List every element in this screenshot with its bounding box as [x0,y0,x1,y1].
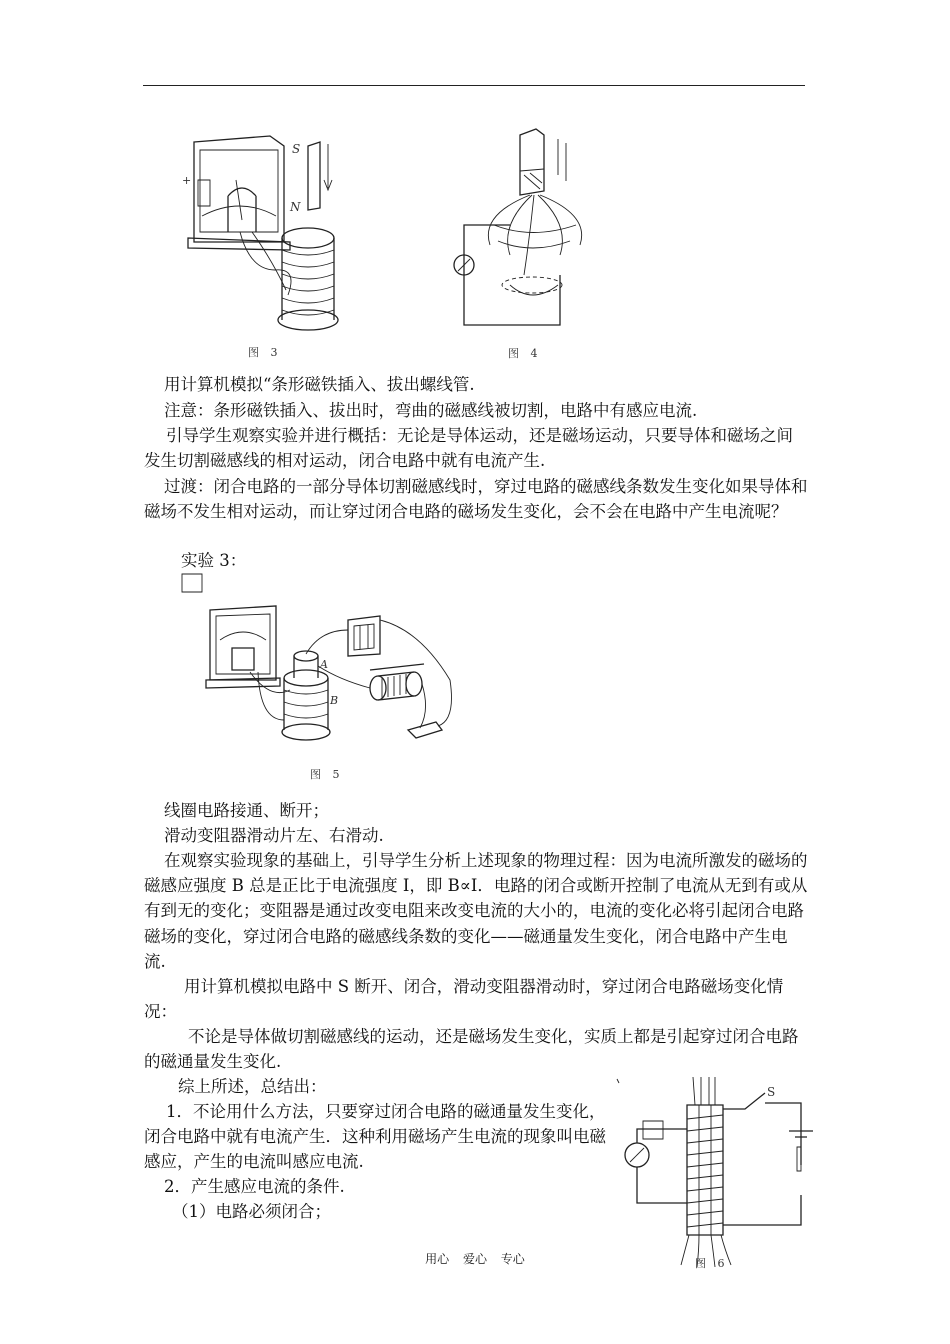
paragraph-13: 2．产生感应电流的条件. [164,1177,345,1196]
paragraph-10: 不论是导体做切割磁感线的运动，还是磁场发生变化，实质上都是引起穿过闭合电路的磁通量发生变化. [144,1027,799,1072]
figure-5-caption: 图 5 [310,768,344,781]
paragraph-9: 用计算机模拟电路中 S 断开、闭合，滑动变阻器滑动时，穿过闭合电路磁场变化情况： [144,977,784,1022]
figure-6-label-s: S [767,1085,780,1099]
figure-3-drawing [180,120,350,360]
page-footer: 用心 爱心 专心 [425,1252,525,1266]
paragraph-5: 实验 3： [181,551,247,570]
paragraph-7: 滑动变阻器滑动片左、右滑动. [164,826,384,845]
paragraph-4: 过渡：闭合电路的一部分导体切割磁感线时，穿过电路的磁感线条数发生变化如果导体和磁场不发生相对运动，而让穿过闭合电路的磁场发生变化，会不会在电路中产生电流呢？ [144,477,808,522]
figure-5 [180,570,480,785]
paragraph-1: 用计算机模拟“条形磁铁插入、拔出螺线管. [164,375,475,394]
figure-3-label-n: N [290,200,305,214]
paragraph-14: （1）电路必须闭合； [172,1202,331,1221]
paragraph-11: 综上所述，总结出： [178,1077,327,1096]
figure-4-drawing [440,125,610,365]
figure-4-caption: 图 4 [508,347,542,360]
figure-6 [615,1075,815,1275]
figure-6-caption: 图 6 [695,1257,729,1270]
paragraph-2: 注意：条形磁铁插入、拔出时，弯曲的磁感线被切割，电路中有感应电流. [164,401,698,420]
figure-4 [440,125,610,365]
figure-5-drawing [180,570,480,785]
figure-6-drawing [615,1075,815,1275]
figure-3-label-s: S [292,142,305,156]
figure-3-caption: 图 3 [248,346,282,359]
paragraph-12: 1．不论用什么方法，只要穿过闭合电路的磁通量发生变化，闭合电路中就有电流产生．这种利用磁场产生电流的现象叫电磁感应，产生的电流叫感应电流. [144,1102,606,1172]
figure-3 [180,120,350,360]
paragraph-8: 在观察实验现象的基础上，引导学生分析上述现象的物理过程：因为电流所激发的磁场的磁感应强度 B 总是正比于电流强度 I，即 B∝I．电路的闭合或断开控制了电流从无到有或从有到无的变化；变阻器是通过改变电阻来改变电流的大小的，电流的变化必将引起闭合电路磁场的变化，穿过闭合电路的磁感线条数的变化——磁通量发生变化，闭合电路中产生电流. [144,851,808,971]
paragraph-6: 线圈电路接通、断开； [164,801,329,820]
paragraph-3: 引导学生观察实验并进行概括：无论是导体运动，还是磁场运动，只要导体和磁场之间发生切割磁感线的相对运动，闭合电路中就有电流产生. [144,426,793,471]
header-rule [143,85,805,86]
figure-3-plus-mark: + [182,174,196,187]
figure-5-label-a: A [320,658,332,671]
figure-5-label-b: B [330,694,343,707]
